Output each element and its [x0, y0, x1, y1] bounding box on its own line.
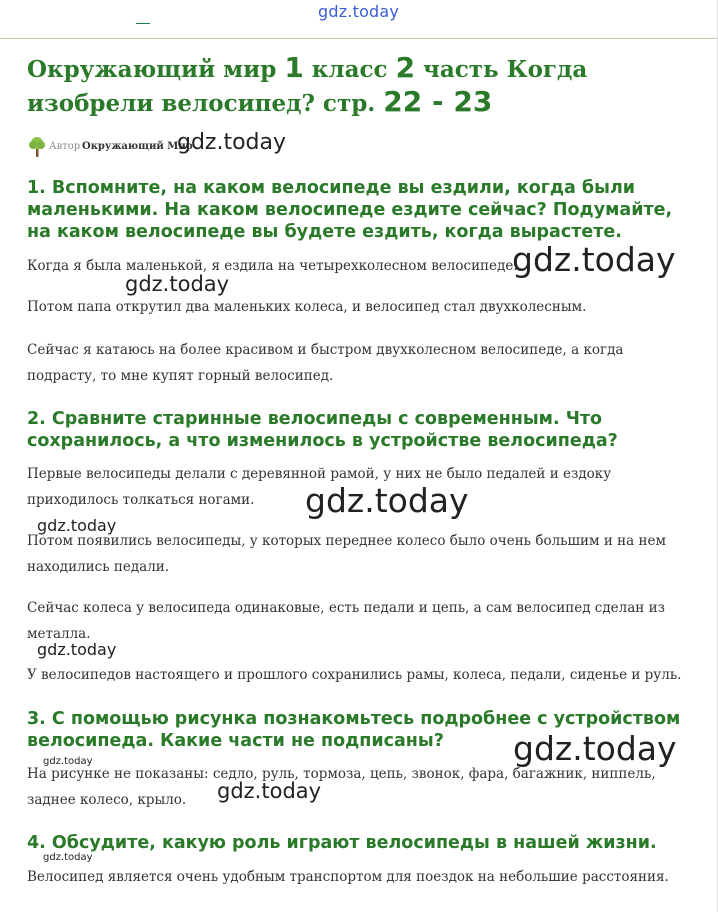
- watermark-text: gdz.today: [43, 756, 93, 767]
- answer-2-paragraph-1: Первые велосипеды делали с деревянной рамой, у них не было педалей и ездоку приходилось толкаться ногами.: [27, 466, 612, 508]
- title-grade-number: 1: [284, 51, 304, 84]
- answer-2-paragraph-3: Сейчас колеса у велосипеда одинаковые, есть педали и цепь, а сам велосипед сделан из металла.: [27, 600, 665, 642]
- page-title: [27, 52, 707, 120]
- watermark-text: gdz.today: [512, 240, 676, 279]
- header-accent-line: [136, 23, 150, 24]
- watermark-text: gdz.today: [177, 130, 287, 155]
- answer-2-paragraph-2: Потом появились велосипеды, у которых переднее колесо было очень большим и на нем находились педали.: [27, 533, 666, 575]
- watermark-text: gdz.today: [43, 852, 93, 863]
- site-header: [0, 0, 718, 38]
- answer-1-paragraph-1: Когда я была маленькой, я ездила на четырехколесном велосипеде.: [27, 258, 518, 274]
- answer-1-paragraph-2: Потом папа открутил два маленьких колеса, и велосипед стал двухколесным.: [27, 299, 587, 315]
- answer-4-paragraph-1: Велосипед является очень удобным транспортом для поездок на небольшие расстояния.: [27, 869, 669, 885]
- title-part-number: 2: [395, 51, 416, 84]
- tree-icon: [27, 136, 47, 162]
- header-divider: [0, 38, 718, 39]
- answer-3-paragraph-1: На рисунке не показаны: седло, руль, тормоза, цепь, звонок, фара, багажник, ниппель, заднее колесо, крыло.: [27, 766, 656, 808]
- question-2-heading: 2. Сравните старинные велосипеды с современным. Что сохранилось, а что изменилось в устройстве велосипеда?: [27, 409, 618, 451]
- watermark-text: gdz.today: [513, 729, 677, 768]
- answer-2-paragraph-4: У велосипедов настоящего и прошлого сохранились рамы, колеса, педали, сиденье и руль.: [27, 667, 682, 683]
- watermark-text: gdz.today: [37, 640, 117, 659]
- watermark-text: gdz.today: [125, 272, 230, 296]
- watermark-text: gdz.today: [37, 516, 117, 535]
- watermark-text: gdz.today: [217, 779, 322, 803]
- author-name-link[interactable]: Окружающий Мир: [82, 141, 193, 152]
- title-part: Окружающий мир: [27, 56, 285, 83]
- author-label: Автор: [49, 141, 81, 152]
- title-part: часть Когда изобрели велосипед? стр.: [27, 56, 588, 117]
- title-part: класс: [303, 56, 396, 83]
- question-3-heading: 3. С помощью рисунка познакомьтесь подробнее с устройством велосипеда. Какие части не подписаны?: [27, 709, 681, 751]
- question-4-heading: 4. Обсудите, какую роль играют велосипеды в нашей жизни.: [27, 833, 657, 853]
- site-logo-link[interactable]: gdz.today: [318, 2, 400, 21]
- answer-1-paragraph-3: Сейчас я катаюсь на более красивом и быстром двухколесном велосипеде, а когда подрасту, то мне купят горный велосипед.: [27, 342, 624, 384]
- title-pages: 22 - 23: [383, 85, 493, 118]
- watermark-text: gdz.today: [305, 481, 469, 520]
- question-1-heading: 1. Вспомните, на каком велосипеде вы ездили, когда были маленькими. На каком велосипеде ездите сейчас? Подумайте, на каком велосипеде вы будете ездить, когда вырастете.: [27, 178, 673, 242]
